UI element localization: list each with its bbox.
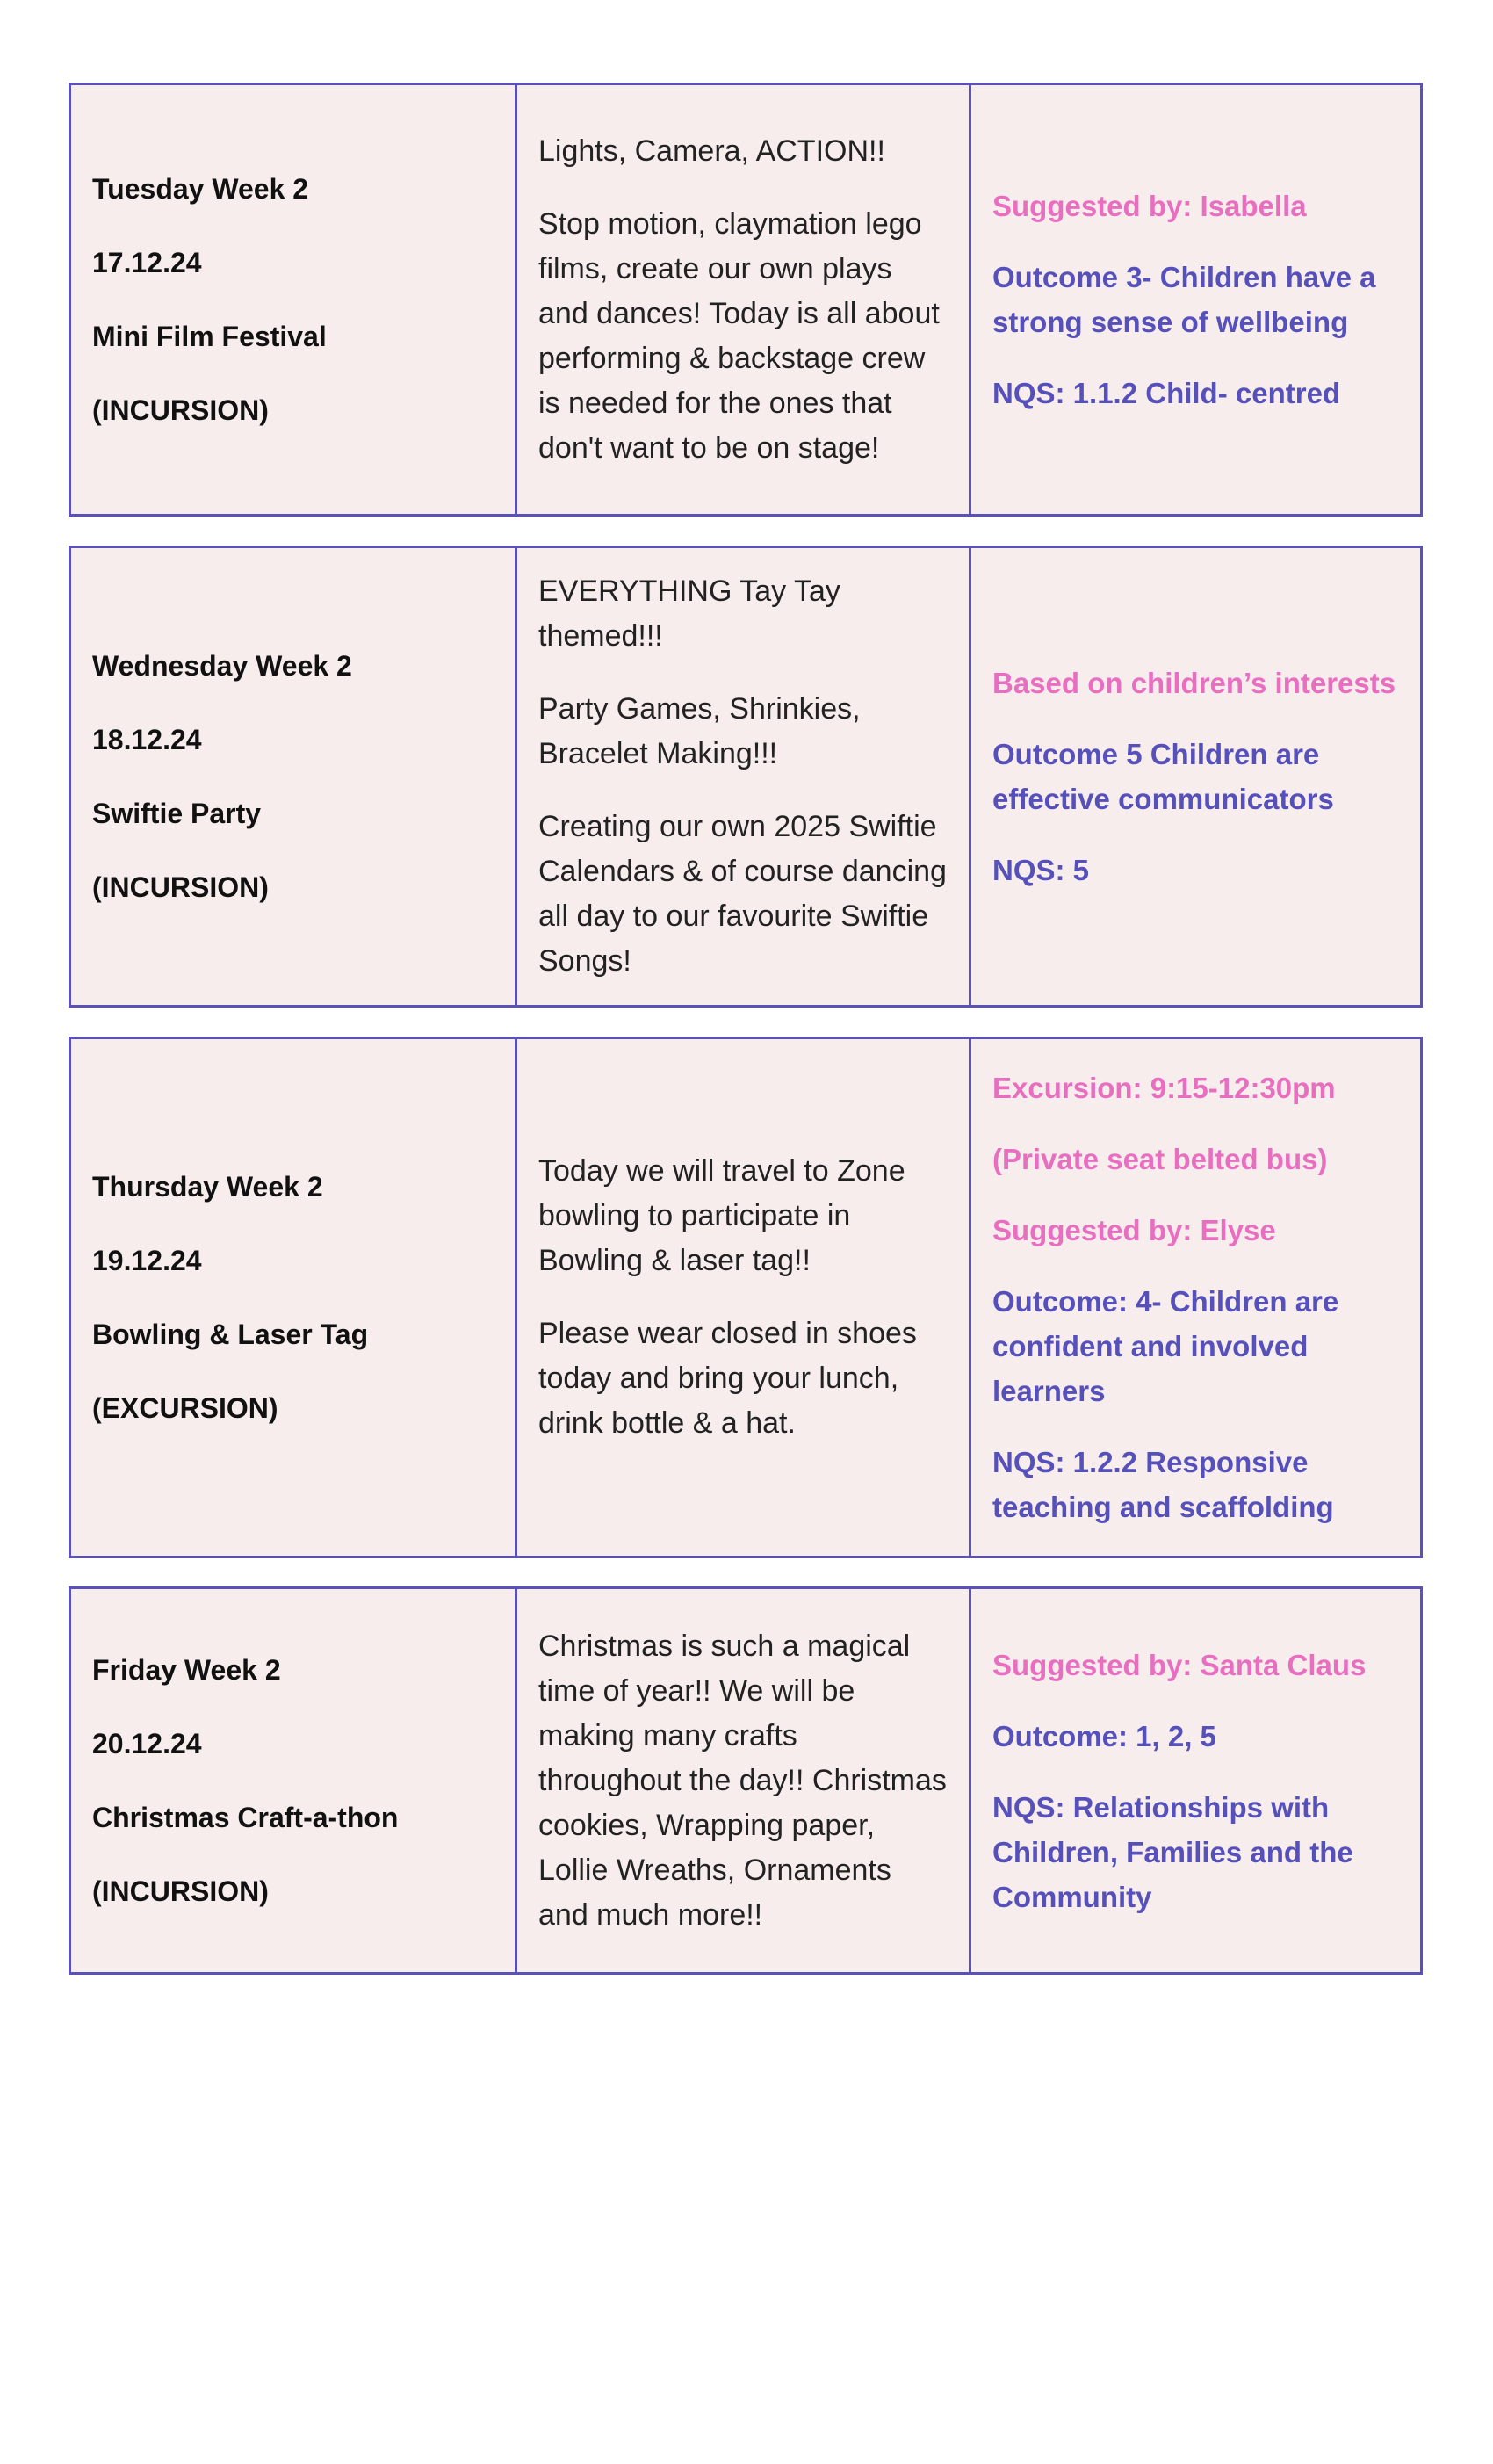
activity-name: Christmas Craft-a-thon xyxy=(92,1802,399,1833)
meta-line: Outcome: 4- Children are confident and involved learners xyxy=(992,1285,1339,1407)
meta-line: Suggested by: Elyse xyxy=(992,1214,1276,1246)
day-info xyxy=(71,548,517,1005)
description-paragraph: Party Games, Shrinkies, Bracelet Making!!! xyxy=(538,692,861,770)
meta-line: Outcome 5 Children are effective communicators xyxy=(992,738,1334,815)
day-info xyxy=(71,1589,517,1972)
description-paragraph: Today we will travel to Zone bowling to participate in Bowling & laser tag!! xyxy=(538,1154,905,1277)
day-info xyxy=(71,85,517,514)
day-date: 19.12.24 xyxy=(92,1245,202,1276)
day-title: Wednesday Week 2 xyxy=(92,650,352,682)
day-date: 20.12.24 xyxy=(92,1728,202,1759)
meta-line: NQS: Relationships with Children, Families and the Community xyxy=(992,1790,1353,1913)
day-card-friday xyxy=(69,1586,1423,1975)
day-title: Thursday Week 2 xyxy=(92,1171,323,1203)
activity-name: Bowling & Laser Tag xyxy=(92,1319,369,1350)
day-card-wednesday xyxy=(69,546,1423,1008)
meta-line: Suggested by: Isabella xyxy=(992,190,1307,222)
description-paragraph: Creating our own 2025 Swiftie Calendars & of course dancing all day to our favourite Swiftie Songs! xyxy=(538,810,947,978)
day-title: Tuesday Week 2 xyxy=(92,173,309,205)
day-date: 18.12.24 xyxy=(92,724,202,755)
activity-name: Mini Film Festival xyxy=(92,321,327,352)
activity-name: Swiftie Party xyxy=(92,798,262,829)
description-paragraph: Stop motion, claymation lego films, create our own plays and dances! Today is all about performing & backstage crew is needed for the ones that don't want to be on stage! xyxy=(538,206,940,465)
meta-line: Excursion: 9:15-12:30pm xyxy=(992,1072,1336,1104)
description-paragraph: Please wear closed in shoes today and bring your lunch, drink bottle & a hat. xyxy=(538,1317,917,1440)
day-card-thursday xyxy=(69,1037,1423,1558)
meta-line: Outcome: 1, 2, 5 xyxy=(992,1719,1216,1752)
meta-line: Outcome 3- Children have a strong sense of wellbeing xyxy=(992,261,1376,338)
meta-line: (Private seat belted bus) xyxy=(992,1143,1328,1175)
meta-line: NQS: 1.2.2 Responsive teaching and scaffolding xyxy=(992,1446,1334,1523)
activity-type: (EXCURSION) xyxy=(92,1392,278,1424)
meta-line: NQS: 5 xyxy=(992,854,1090,886)
activity-description xyxy=(517,548,971,1005)
description-paragraph: Christmas is such a magical time of year!! We will be making many crafts throughout the day!! Christmas cookies, Wrapping paper, Lollie Wreaths, Ornaments and much more!! xyxy=(538,1629,947,1932)
description-paragraph: EVERYTHING Tay Tay themed!!! xyxy=(538,574,840,653)
activity-meta xyxy=(971,548,1420,1005)
activity-description xyxy=(517,1589,971,1972)
day-card-tuesday xyxy=(69,83,1423,517)
meta-line: Suggested by: Santa Claus xyxy=(992,1648,1367,1681)
activity-meta xyxy=(971,1039,1420,1556)
activity-type: (INCURSION) xyxy=(92,1875,269,1907)
day-info xyxy=(71,1039,517,1556)
day-title: Friday Week 2 xyxy=(92,1654,281,1686)
activity-meta xyxy=(971,85,1420,514)
meta-line: Based on children’s interests xyxy=(992,667,1396,699)
description-paragraph: Lights, Camera, ACTION!! xyxy=(538,134,885,168)
activity-type: (INCURSION) xyxy=(92,871,269,903)
day-date: 17.12.24 xyxy=(92,247,202,278)
meta-line: NQS: 1.1.2 Child- centred xyxy=(992,377,1341,409)
activity-meta xyxy=(971,1589,1420,1972)
activity-description xyxy=(517,1039,971,1556)
activity-type: (INCURSION) xyxy=(92,394,269,426)
activity-description xyxy=(517,85,971,514)
